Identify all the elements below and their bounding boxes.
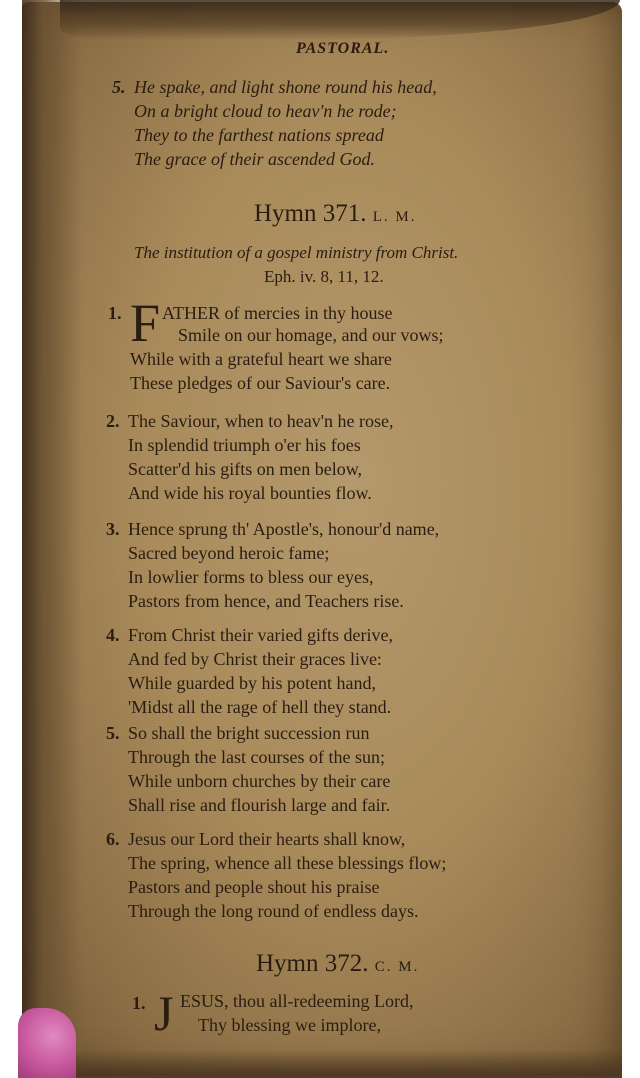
stanza-line: 5. He spake, and light shone round his head, [112,77,437,97]
verse-number: 2. [106,411,120,431]
stanza-line: Pastors from hence, and Teachers rise. [128,591,404,611]
stanza-line: On a bright cloud to heav'n he rode; [134,101,397,121]
stanza-line: Smile on our homage, and our vows; [178,325,444,345]
stanza-line: 3. Hence sprung th' Apostle's, honour'd name, [106,519,440,539]
stanza-line: 5. So shall the bright succession run [106,723,370,743]
stanza-line: While guarded by his potent hand, [128,673,376,693]
drop-cap: J [154,985,174,1041]
stanza-line: While with a grateful heart we share [130,349,392,369]
stanza-line: 'Midst all the rage of hell they stand. [128,697,392,717]
thumb-holding-page [18,1008,76,1078]
stanza-line: ATHER of mercies in thy house [162,303,393,323]
stanza-line: Through the last courses of the sun; [128,747,385,767]
hymn-371-subtitle: The institution of a gospel ministry from Christ. [134,243,459,262]
hymn-371-title: Hymn 371. L. M. [254,200,417,227]
stanza-line: Through the long round of endless days. [128,901,419,921]
verse-number: 6. [106,829,120,849]
drop-cap: F [130,293,161,353]
verse-number: 1. [108,303,122,323]
verse-number: 5. [112,77,126,97]
verse-number: 5. [106,723,120,743]
stanza-line: While unborn churches by their care [128,771,391,791]
stanza-line: The grace of their ascended God. [134,149,375,169]
stanza-line: ESUS, thou all-redeeming Lord, [180,991,414,1011]
stanza-line: Pastors and people shout his praise [128,877,380,897]
stanza-line: 4. From Christ their varied gifts derive, [106,625,393,645]
verse-number: 1. [132,993,146,1013]
stanza-line: The spring, whence all these blessings flow; [128,853,447,873]
scripture-reference: Eph. iv. 8, 11, 12. [264,267,384,286]
verse-number: 3. [106,519,120,539]
hymn-372-title: Hymn 372. C. M. [256,950,420,977]
stanza-line: And wide his royal bounties flow. [128,483,372,503]
hymn-meter: C. M. [374,959,420,975]
stanza-line: Thy blessing we implore, [198,1015,381,1035]
verse-number: 4. [106,625,120,645]
stanza-line: These pledges of our Saviour's care. [130,373,391,393]
stanza-line: And fed by Christ their graces live: [128,649,382,669]
stanza-line: Shall rise and flourish large and fair. [128,795,391,815]
stanza-line: In lowlier forms to bless our eyes, [128,567,374,587]
running-header: PASTORAL. [296,40,390,57]
stanza-line: 6. Jesus our Lord their hearts shall know, [106,829,406,849]
stanza-line: In splendid triumph o'er his foes [128,435,361,455]
stanza-line: 2. The Saviour, when to heav'n he rose, [106,411,394,431]
stanza-line: Sacred beyond heroic fame; [128,543,330,563]
hymn-meter: L. M. [372,209,417,225]
stanza-line: They to the farthest nations spread [134,125,384,145]
stanza-line: Scatter'd his gifts on men below, [128,459,363,479]
